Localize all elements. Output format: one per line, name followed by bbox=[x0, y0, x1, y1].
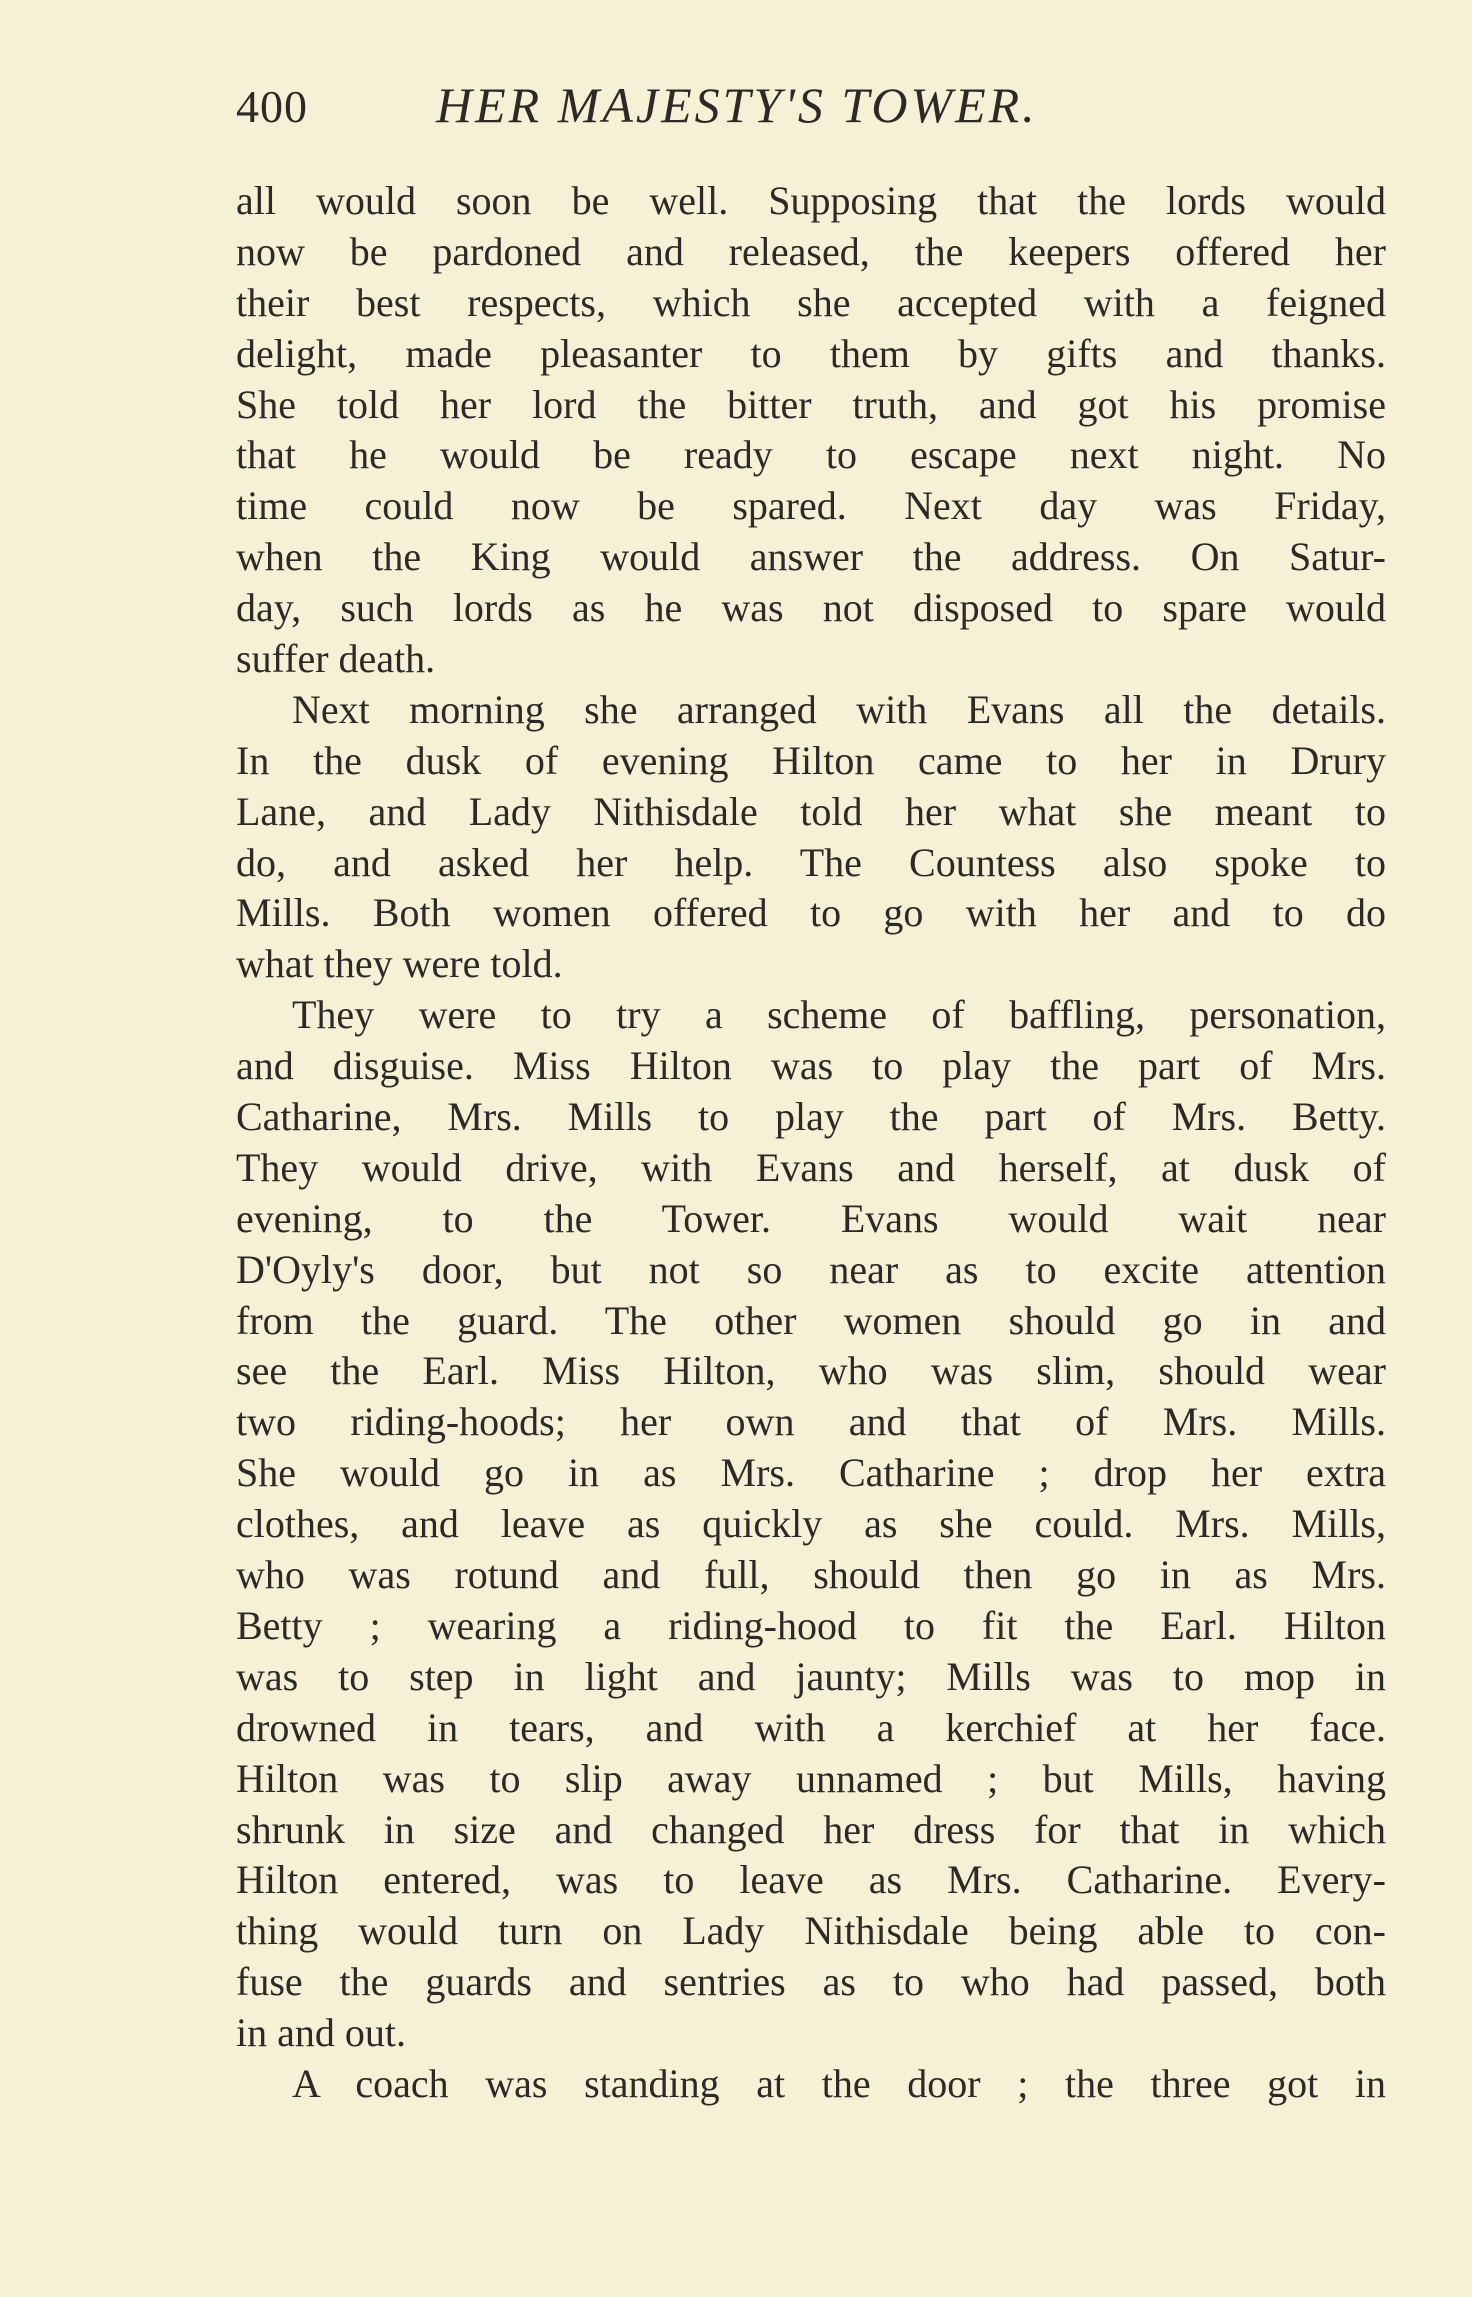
text-line: drowned in tears, and with a kerchief at her face. bbox=[236, 1704, 1386, 1750]
text-line: clothes, and leave as quickly as she could. Mrs. Mills, bbox=[236, 1501, 1386, 1547]
text-line: from the guard. The other women should go in and bbox=[236, 1297, 1386, 1343]
text-line: what they were told. bbox=[236, 941, 563, 987]
text-line: now be pardoned and released, the keepers offered her bbox=[236, 228, 1386, 274]
text-line: Lane, and Lady Nithisdale told her what she meant to bbox=[236, 788, 1386, 834]
text-line: shrunk in size and changed her dress for that in which bbox=[236, 1806, 1386, 1852]
text-line: Betty ; wearing a riding-hood to fit the Earl. Hilton bbox=[236, 1602, 1386, 1648]
running-title: HER MAJESTY'S TOWER. bbox=[436, 77, 1038, 133]
text-line: that he would be ready to escape next night. No bbox=[236, 432, 1386, 478]
text-line: was to step in light and jaunty; Mills was to mop in bbox=[236, 1653, 1386, 1699]
body-text bbox=[236, 176, 1386, 2110]
text-line: Mills. Both women offered to go with her and to do bbox=[236, 890, 1386, 936]
text-line: evening, to the Tower. Evans would wait near bbox=[236, 1195, 1386, 1241]
text-line: their best respects, which she accepted with a feigned bbox=[236, 279, 1386, 325]
text-line: and disguise. Miss Hilton was to play the part of Mrs. bbox=[236, 1043, 1386, 1089]
text-line: In the dusk of evening Hilton came to her in Drury bbox=[236, 737, 1386, 783]
text-line: when the King would answer the address. On Satur- bbox=[236, 534, 1386, 580]
paragraph-start-line: Next morning she arranged with Evans all the details. bbox=[292, 686, 1386, 732]
text-line: who was rotund and full, should then go in as Mrs. bbox=[236, 1552, 1386, 1598]
text-line: She told her lord the bitter truth, and got his promise bbox=[236, 381, 1386, 427]
text-line: fuse the guards and sentries as to who had passed, both bbox=[236, 1959, 1386, 2005]
paragraph-start-line: They were to try a scheme of baffling, personation, bbox=[292, 992, 1386, 1038]
text-line: Hilton was to slip away unnamed ; but Mills, having bbox=[236, 1755, 1386, 1801]
text-line: day, such lords as he was not disposed to spare would bbox=[236, 585, 1386, 631]
text-line: all would soon be well. Supposing that the lords would bbox=[236, 178, 1386, 223]
text-line: two riding-hoods; her own and that of Mrs. Mills. bbox=[236, 1399, 1386, 1445]
text-line: see the Earl. Miss Hilton, who was slim, should wear bbox=[236, 1348, 1386, 1394]
text-line: time could now be spared. Next day was Friday, bbox=[236, 483, 1386, 529]
text-line: in and out. bbox=[236, 2010, 406, 2056]
paragraph-start-line: A coach was standing at the door ; the three got in bbox=[292, 2060, 1386, 2106]
text-line: They would drive, with Evans and herself, at dusk of bbox=[236, 1144, 1386, 1190]
text-line: She would go in as Mrs. Catharine ; drop her extra bbox=[236, 1450, 1386, 1496]
page-header bbox=[236, 72, 1386, 152]
text-line: do, and asked her help. The Countess also spoke to bbox=[236, 839, 1386, 885]
text-line: D'Oyly's door, but not so near as to excite attention bbox=[236, 1246, 1386, 1292]
text-line: Hilton entered, was to leave as Mrs. Catharine. Every- bbox=[236, 1857, 1386, 1903]
page-number: 400 bbox=[236, 81, 308, 132]
text-line: Catharine, Mrs. Mills to play the part of Mrs. Betty. bbox=[236, 1094, 1386, 1140]
text-line: suffer death. bbox=[236, 636, 436, 682]
text-line: delight, made pleasanter to them by gifts and thanks. bbox=[236, 330, 1386, 376]
text-line: thing would turn on Lady Nithisdale being able to con- bbox=[236, 1908, 1386, 1954]
